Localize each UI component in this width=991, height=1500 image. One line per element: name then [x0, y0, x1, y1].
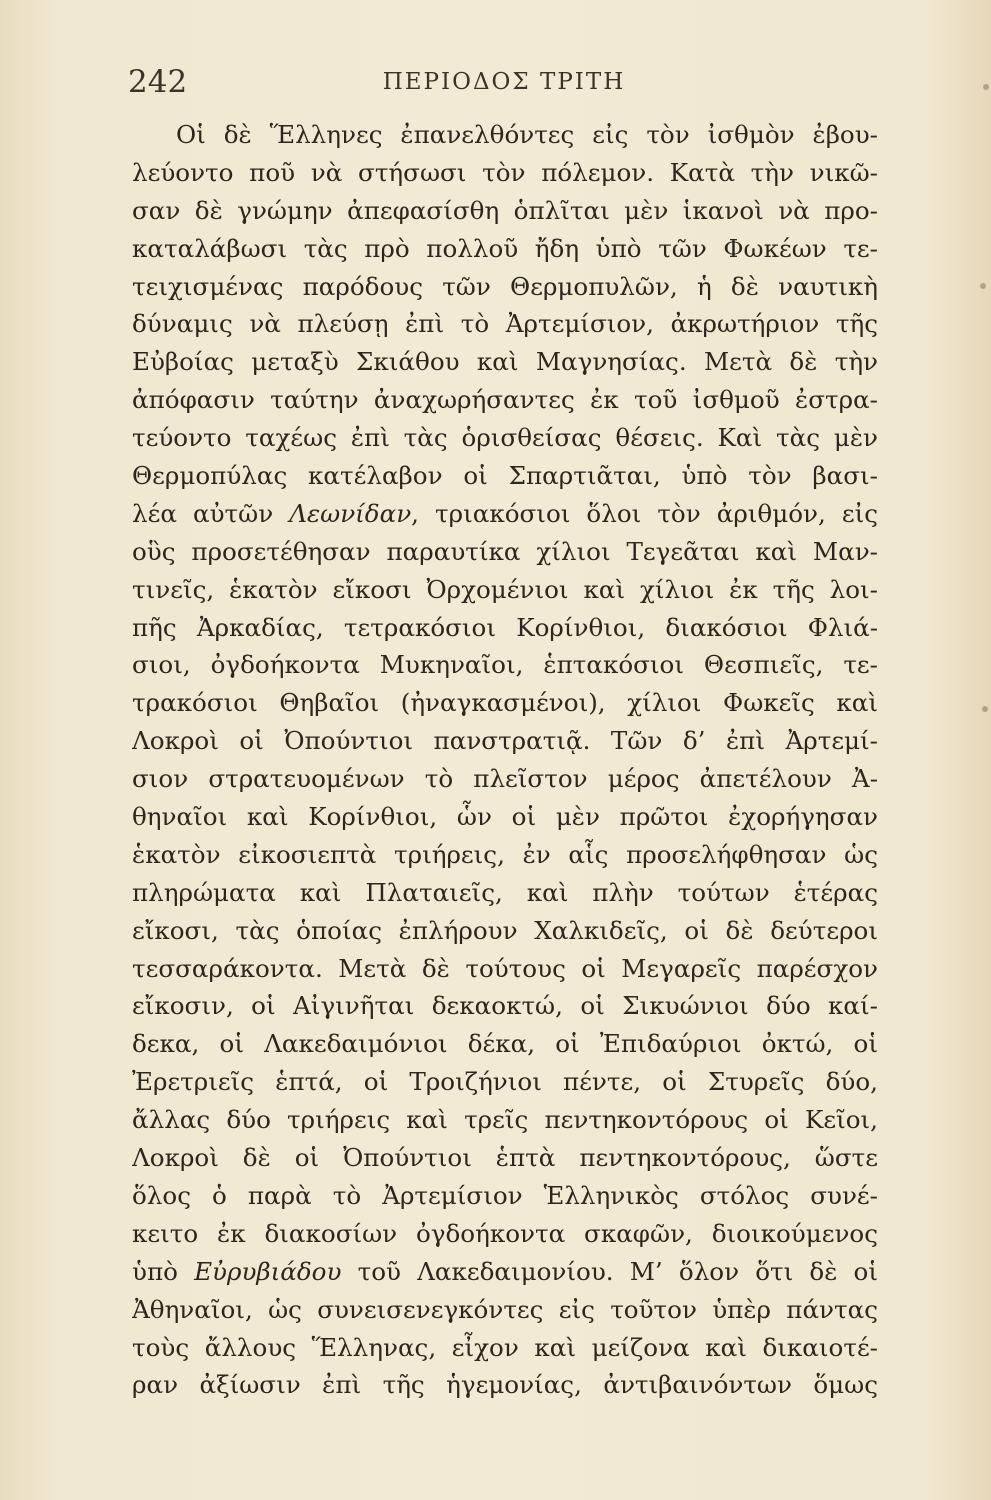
text-line: Θερμοπύλας κατέλαβον οἱ Σπαρτιᾶται, ὑπὸ τὸν βασι- — [132, 461, 878, 491]
text-line: σιον στρατευομένων τὸ πλεῖστον μέρος ἀπετέλουν Ἀ- — [132, 764, 878, 794]
text-line: λεύοντο ποῦ νὰ στήσωσι τὸν πόλεμον. Κατὰ τὴν νικῶ- — [132, 157, 878, 187]
text-line: πῆς Ἀρκαδίας, τετρακόσιοι Κορίνθιοι, διακόσιοι Φλιά- — [132, 612, 878, 642]
margin-mark — [982, 706, 988, 712]
text-line: λέα αὐτῶν Λεωνίδαν, τριακόσιοι ὅλοι τὸν ἀριθμόν, εἰς — [132, 498, 878, 528]
text-line: τεύοντο ταχέως ἐπὶ τὰς ὁρισθείσας θέσεις. Καὶ τὰς μὲν — [132, 423, 878, 453]
text-line: καταλάβωσι τὰς πρὸ πολλοῦ ἤδη ὑπὸ τῶν Φωκέων τε- — [132, 233, 878, 263]
text-line: δεκα, οἱ Λακεδαιμόνιοι δέκα, οἱ Ἐπιδαύριοι ὀκτώ, οἱ — [132, 1029, 878, 1059]
text-line: κειτο ἐκ διακοσίων ὀγδοήκοντα σκαφῶν, διοικούμενος — [132, 1218, 878, 1248]
text-line: δύναμις νὰ πλεύσῃ ἐπὶ τὸ Ἀρτεμίσιον, ἀκρωτήριον τῆς — [132, 309, 878, 339]
text-line: Ἀθηναῖοι, ὡς συνεισενεγκόντες εἰς τοῦτον ὑπὲρ πάντας — [132, 1294, 878, 1324]
text-line: σιοι, ὀγδοήκοντα Μυκηναῖοι, ἑπτακόσιοι Θεσπιεῖς, τε- — [132, 650, 878, 680]
italic-name: Λεωνίδαν — [289, 498, 412, 528]
text-line: τινεῖς, ἑκατὸν εἴκοσι Ὀρχομένιοι καὶ χίλιοι ἐκ τῆς λοι- — [132, 574, 878, 604]
text-line: Λοκροὶ δὲ οἱ Ὀπούντιοι ἑπτὰ πεντηκοντόρους, ὥστε — [132, 1143, 878, 1173]
margin-mark — [980, 283, 986, 289]
margin-mark — [983, 84, 989, 90]
text-line: ὅλος ὁ παρὰ τὸ Ἀρτεμίσιον Ἑλληνικὸς στόλος συνέ- — [132, 1180, 878, 1210]
page-number: 242 — [128, 64, 188, 100]
text-line: Οἱ δὲ Ἕλληνες ἐπανελθόντες εἰς τὸν ἰσθμὸν ἐβου- — [176, 120, 878, 149]
text-line: ἀπόφασιν ταύτην ἀναχωρήσαντες ἐκ τοῦ ἰσθμοῦ ἐστρα- — [132, 385, 878, 415]
text-line: ἑκατὸν εἰκοσιεπτὰ τριήρεις, ἐν αἷς προσελήφθησαν ὡς — [132, 839, 878, 869]
text-line: ὑπὸ Εὐρυβιάδου τοῦ Λακεδαιμονίου. Μ’ ὅλον ὅτι δὲ οἱ — [132, 1256, 878, 1286]
text-line: Ἐρετριεῖς ἑπτά, οἱ Τροιζήνιοι πέντε, οἱ Στυρεῖς δύο, — [132, 1067, 878, 1097]
text-line: ἄλλας δύο τριήρεις καὶ τρεῖς πεντηκοντόρους οἱ Κεῖοι, — [132, 1105, 878, 1135]
text-line: Εὐβοίας μεταξὺ Σκιάθου καὶ Μαγνησίας. Μετὰ δὲ τὴν — [132, 347, 878, 377]
text-line: τρακόσιοι Θηβαῖοι (ἠναγκασμένοι), χίλιοι Φωκεῖς καὶ — [132, 688, 878, 718]
text-line: τειχισμένας παρόδους τῶν Θερμοπυλῶν, ἡ δὲ ναυτικὴ — [132, 271, 878, 301]
text-line: σαν δὲ γνώμην ἀπεφασίσθη ὁπλῖται μὲν ἱκανοὶ νὰ προ- — [132, 195, 878, 225]
text-line: οὓς προσετέθησαν παραυτίκα χίλιοι Τεγεᾶται καὶ Μαν- — [132, 536, 878, 566]
text-line: θηναῖοι καὶ Κορίνθιοι, ὧν οἱ μὲν πρῶτοι ἐχορήγησαν — [132, 802, 878, 832]
running-head: ΠΕΡΙΟΔΟΣ ΤΡΙΤΗ — [382, 69, 626, 95]
text-line: τοὺς ἄλλους Ἕλληνας, εἶχον καὶ μείζονα καὶ δικαιοτέ- — [132, 1332, 878, 1362]
text-line: Λοκροὶ οἱ Ὀπούντιοι πανστρατιᾷ. Τῶν δ’ ἐπὶ Ἀρτεμί- — [132, 726, 878, 756]
text-line: ραν ἀξίωσιν ἐπὶ τῆς ἡγεμονίας, ἀντιβαινόντων ὅμως — [132, 1370, 878, 1400]
page-header — [128, 62, 880, 102]
italic-name: Εὐρυβιάδου — [194, 1256, 342, 1286]
text-line: εἴκοσι, τὰς ὁποίας ἐπλήρουν Χαλκιδεῖς, οἱ δὲ δεύτεροι — [132, 915, 878, 945]
text-line: πληρώματα καὶ Πλαταιεῖς, καὶ πλὴν τούτων ἑτέρας — [132, 877, 878, 907]
text-line: τεσσαράκοντα. Μετὰ δὲ τούτους οἱ Μεγαρεῖς παρέσχον — [132, 953, 878, 983]
body-text — [132, 116, 878, 1404]
text-line: εἴκοσιν, οἱ Αἰγινῆται δεκαοκτώ, οἱ Σικυώνιοι δύο καί- — [132, 991, 878, 1021]
